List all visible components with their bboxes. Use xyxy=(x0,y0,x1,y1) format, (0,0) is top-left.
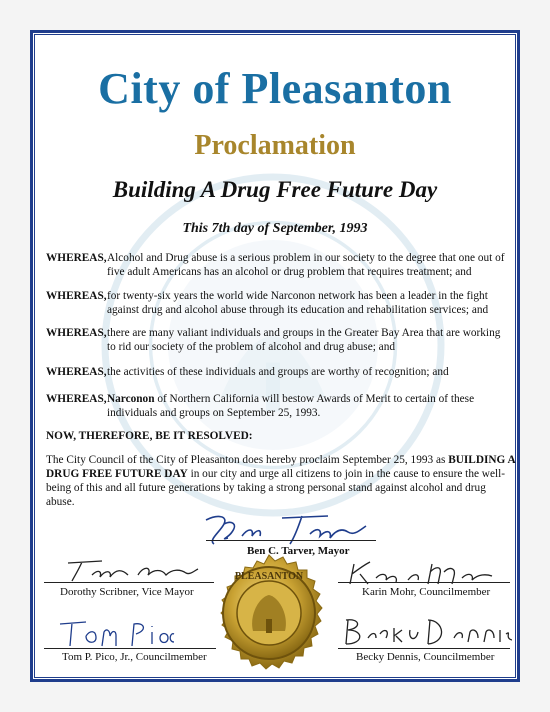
mayor-signature-line xyxy=(206,540,376,541)
council-2-signature xyxy=(56,616,176,650)
whereas-text: the activities of these individuals and groups are worthy of recognition; and xyxy=(107,366,449,378)
whereas-clause xyxy=(46,326,506,354)
whereas-clause xyxy=(46,365,506,379)
whereas-text xyxy=(107,392,506,420)
body-bold: BUILDING A DRUG FREE FUTURE DAY xyxy=(46,454,516,480)
mayor-signature xyxy=(198,510,378,550)
council-1-signature-line xyxy=(338,582,510,583)
whereas-text: Alcohol and Drug abuse is a serious problem in our society to the degree that one out of five adult Americans has an alcohol or drug problem that requires treatment; and xyxy=(107,252,505,278)
vice-mayor-signature xyxy=(62,555,202,585)
whereas-text: there are many valiant individuals and groups in the Greater Bay Area that are working to rid our society of the problem of alcohol and drug abuse; and xyxy=(107,327,501,353)
resolved-heading: NOW, THEREFORE, BE IT RESOLVED: xyxy=(46,430,253,442)
vice-mayor-name: Dorothy Scribner, Vice Mayor xyxy=(60,586,194,598)
whereas-clause xyxy=(46,392,506,420)
council-2-name: Tom P. Pico, Jr., Councilmember xyxy=(62,651,207,663)
proclamation-body xyxy=(46,453,516,509)
date-line: This 7th day of September, 1993 xyxy=(182,221,368,236)
council-3-signature-line xyxy=(338,648,510,649)
narconon-bold: Narconon xyxy=(107,393,155,405)
event-title: Building A Drug Free Future Day xyxy=(112,177,438,202)
body-part-1: The City Council of the City of Pleasanton does hereby proclaim September 25, 1993 as xyxy=(46,454,449,466)
council-3-name: Becky Dennis, Councilmember xyxy=(356,651,495,663)
whereas-text-rest: of Northern California will bestow Awards of Merit to certain of these individuals and groups on September 25, 1993. xyxy=(107,393,475,419)
council-3-signature xyxy=(340,614,512,650)
city-title: City of Pleasanton xyxy=(98,64,452,113)
whereas-keyword: WHEREAS, xyxy=(46,327,107,339)
council-2-signature-line xyxy=(44,648,216,649)
council-1-signature xyxy=(346,558,496,588)
whereas-keyword: WHEREAS, xyxy=(46,393,107,405)
seal-name-text: PLEASANTON xyxy=(234,571,304,582)
council-1-name: Karin Mohr, Councilmember xyxy=(362,586,491,598)
body-part-2: in our city and urge all citizens to join in the cause to ensure the well-being of this and all future generations by taking a strong personal stand against alcohol and drug abuse. xyxy=(46,468,506,508)
whereas-text: for twenty-six years the world wide Narconon network has been a leader in the fight against drug and alcohol abuse through its education and rehabilitation services; and xyxy=(107,290,489,316)
document-type-heading: Proclamation xyxy=(194,130,356,161)
vice-mayor-signature-line xyxy=(44,582,214,583)
mayor-name: Ben C. Tarver, Mayor xyxy=(247,545,350,557)
whereas-clause xyxy=(46,251,506,279)
whereas-keyword: WHEREAS, xyxy=(46,290,107,302)
whereas-keyword: WHEREAS, xyxy=(46,252,107,264)
gold-city-seal xyxy=(205,553,333,681)
whereas-keyword: WHEREAS, xyxy=(46,366,107,378)
whereas-clause xyxy=(46,289,506,317)
